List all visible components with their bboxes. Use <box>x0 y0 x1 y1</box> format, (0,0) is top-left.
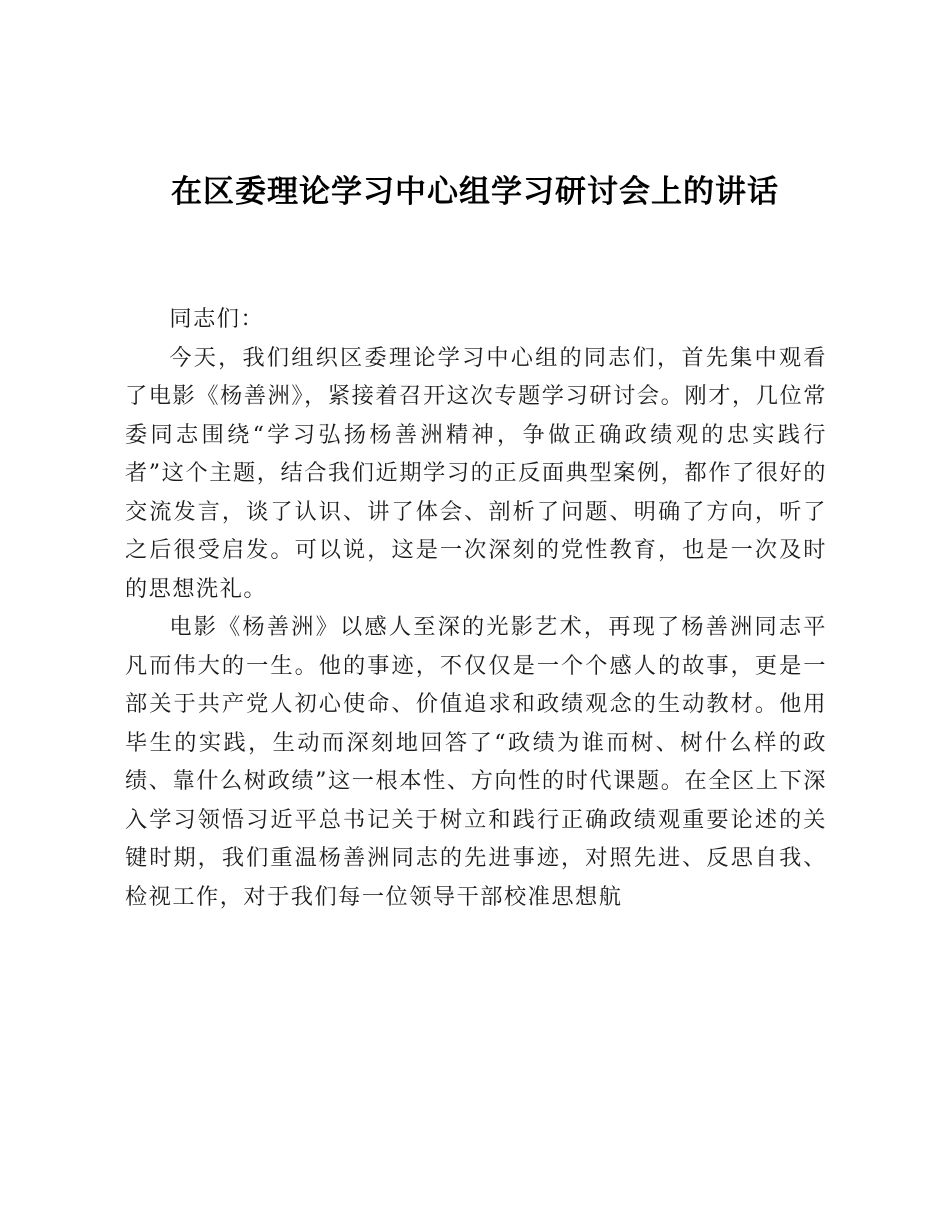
paragraph: 今天，我们组织区委理论学习中心组的同志们，首先集中观看了电影《杨善洲》，紧接着召开这次专题学习研讨会。刚才，几位常委同志围绕“学习弘扬杨善洲精神，争做正确政绩观的忠实践行者”这个主题，结合我们近期学习的正反面典型案例，都作了很好的交流发言，谈了认识、讲了体会、剖析了问题、明确了方向，听了之后很受启发。可以说，这是一次深刻的党性教育，也是一次及时的思想洗礼。 <box>125 344 827 602</box>
document-title: 在区委理论学习中心组学习研讨会上的讲话 <box>171 174 779 210</box>
salutation: 同志们： <box>169 306 265 332</box>
paragraph: 电影《杨善洲》以感人至深的光影艺术，再现了杨善洲同志平凡而伟大的一生。他的事迹，不仅仅是一个个感人的故事，更是一部关于共产党人初心使命、价值追求和政绩观念的生动教材。他用毕生的实践，生动而深刻地回答了“政绩为谁而树、树什么样的政绩、靠什么树政绩”这一根本性、方向性的时代课题。在全区上下深入学习领悟习近平总书记关于树立和践行正确政绩观重要论述的关键时期，我们重温杨善洲同志的先进事迹，对照先进、反思自我、检视工作，对于我们每一位领导干部校准思想航 <box>125 614 827 910</box>
document-body <box>125 300 827 916</box>
